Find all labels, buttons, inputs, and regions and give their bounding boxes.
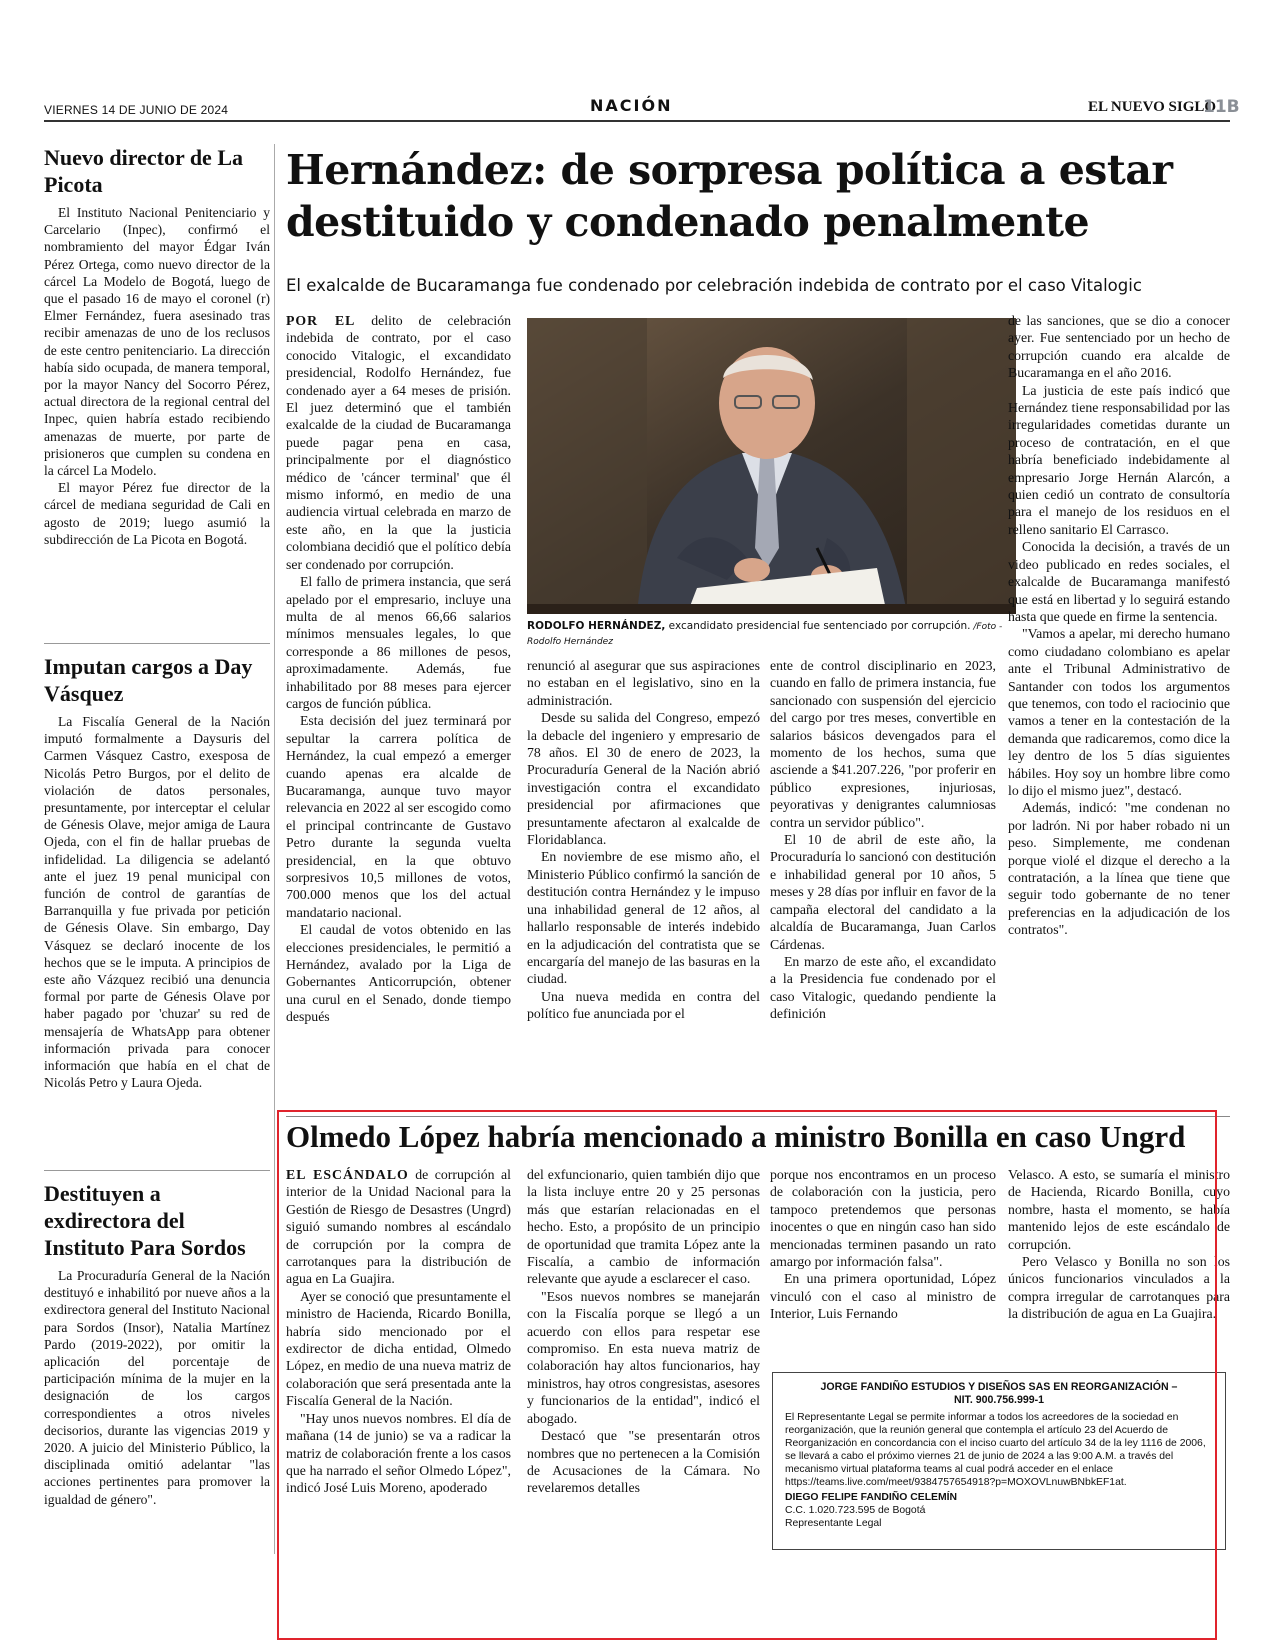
article-paragraph: "Esos nuevos nombres se manejarán con la Fiscalía porque se llegó a un acuerdo con ellos para respetar ese compromiso. En esta nueva matriz de colaboración hay altos funcionarios, hay ministros, hay otros congresistas, asesores y funcionarios de la entidad", indicó el abogado. <box>527 1288 760 1426</box>
article-paragraph: del exfuncionario, quien también dijo que la lista incluye entre 20 y 25 personas más que estarían relacionadas en el hecho. Esto, a propósito de un principio de oportunidad que tramita López ante la Fiscalía, a cambio de información relevante que ayude a esclarecer el caso. <box>527 1167 760 1287</box>
article-column-4 <box>1008 312 1230 939</box>
highlight-box <box>277 1110 1217 1640</box>
notice-signer: DIEGO FELIPE FANDIÑO CELEMÍN <box>785 1492 958 1503</box>
article-photo <box>527 318 1016 614</box>
second-headline-text: Olmedo López habría mencionado a ministro Bonilla en caso Ungrd <box>286 1119 1186 1154</box>
article-paragraph: Además, indicó: "me condenan no por ladrón. Ni por haber robado ni un peso. Simplemente, me condenan porque violé el dizque el derecho a la contratación, a la línea que tiene que seguir todo gobernante de no tener preferencias en la adjudicación de los contratos". <box>1008 800 1230 938</box>
lead-word: POR EL <box>286 313 356 328</box>
notice-id: C.C. 1.020.723.595 de Bogotá <box>785 1505 926 1516</box>
brief-paragraph: La Fiscalía General de la Nación imputó formalmente a Daysuris del Carmen Vásquez Castro, exesposa de Nicolás Petro Burgos, por el delito de violación de datos personales, presuntamente, por interceptar el celular de Génesis Olave, mejor amiga de Laura Ojeda, con el fin de hallar pruebas de infidelidad. La diligencia se adelantó ante el juez 19 penal municipal con función de control de garantías de Barranquilla y fue privada por petición de Génesis Olave. Sin embargo, Day Vásquez se declaró inocente de los hechos que se le imputa. A principios de este año Vázquez recibió una denuncia formal por parte de Génesis Olave por haber pagado por 'chuzar' su red de mensajería de WhatsApp para obtener información privada para conocer información que había en el chat de Nicolás Petro y Laura Ojeda. <box>44 714 270 1091</box>
sidebar-divider <box>44 1170 270 1171</box>
column-divider <box>274 144 275 1554</box>
article-paragraph: En una primera oportunidad, López vinculó con el caso al ministro de Interior, Luis Fernando <box>770 1271 996 1322</box>
page-number: 11B <box>1203 97 1240 117</box>
article-paragraph: Conocida la decisión, a través de un video publicado en redes sociales, el exalcalde de Bucaramanga manifestó que está en libertad y lo seguirá estando hasta que quede en firme la sentencia. <box>1008 539 1230 624</box>
article-paragraph: ente de control disciplinario en 2023, cuando en fallo de primera instancia, fue sancionado con suspensión del ejercicio del cargo por tres meses, convertible en salarios básicos devengados para el momento de los hechos, suma que asciende a $41.207.226, "por proferir en público expresiones, injuriosas, peyorativas y denigrantes calumniosas contra un servidor público". <box>770 658 996 830</box>
brief-title: Nuevo director de La Picota <box>44 145 243 197</box>
sidebar-divider <box>44 643 270 644</box>
photo-illustration <box>527 318 1016 614</box>
brief-paragraph: El Instituto Nacional Penitenciario y Carcelario (Inpec), confirmó el nombramiento del mayor Édgar Iván Pérez Ortega, como nuevo director de la cárcel La Modelo de Bogotá, luego de que el pasado 16 de mayo el coronel (r) Elmer Fernández, fuera asesinado tras recibir amenazas de uno de los reclusos de este centro penitenciario. La dirección había sido ocupada, de manera temporal, por la mayor Nancy del Socorro Pérez, actual directora de la regional central del Inpec, quien habría estado recibiendo amenazas de muerte, por parte de prisioneros que cumplen su condena en la cárcel La Modelo. <box>44 205 270 479</box>
article-paragraph: En noviembre de ese mismo año, el Ministerio Público confirmó la sanción de destitución contra Hernández y le impuso una inhabilidad general de 12 años, al hallarlo responsable de interés indebido en la adjudicación del contratista que se encargaría del manejo de las basuras en la ciudad. <box>527 849 760 987</box>
newspaper-brand: EL NUEVO SIGLO <box>1088 99 1217 115</box>
section-name: NACIÓN <box>590 96 673 115</box>
article-paragraph: Velasco. A esto, se sumaría el ministro de Hacienda, Ricardo Bonilla, cuyo nombre, hasta el momento, se había mantenido lejos de este escándalo de corrupción. <box>1008 1167 1230 1252</box>
main-subheadline: El exalcalde de Bucaramanga fue condenado por celebración indebida de contrato por el caso Vitalogic <box>286 276 1142 295</box>
article-paragraph: El 10 de abril de este año, la Procuraduría lo sancionó con destitución e inhabilidad general por 10 años, 5 meses y 28 días por influir en favor de la campaña electoral del candidato a la alcaldía de Bucaramanga, Juan Carlos Cárdenas. <box>770 832 996 952</box>
caption-credit: /Foto - Rodolfo Hernández <box>527 622 1003 647</box>
article-paragraph: de corrupción al interior de la Unidad Nacional para la Gestión de Riesgo de Desastres (Ungrd) siguió sumando nombres al escándalo de corrupción por la compra de carrotanques para la distribución de agua en La Guajira. <box>286 1167 511 1287</box>
article-paragraph: El caudal de votos obtenido en las elecciones presidenciales, le permitió a Hernández, avalado por la Liga de Gobernantes Anticorrupción, obtener una curul en el Senado, donde tiempo después <box>286 922 511 1025</box>
sidebar-brief-1 <box>44 144 270 548</box>
main-headline <box>286 144 1230 248</box>
brief-paragraph: La Procuraduría General de la Nación destituyó e inhabilitó por nueve años a la exdirectora general del Instituto Nacional para Sordos (Insor), Natalia Martínez Pardo (2019-2022), por omitir la aplicación del porcentaje de participación mínima de la mujer en la designación de los cargos correspondientes a otros niveles decisorios, durante las vigencias 2019 y 2020. A juicio del Ministerio Público, la disciplinada omitió adelantar "las acciones pertinentes para promover la igualdad de género". <box>44 1268 270 1507</box>
article-paragraph: Destacó que "se presentarán otros nombres que no pertenecen a la Comisión de Acusaciones de la Cámara. No revelaremos detalles <box>527 1428 760 1496</box>
photo-caption <box>527 619 1016 649</box>
article-paragraph: "Hay unos nuevos nombres. El día de mañana (14 de junio) se va a radicar la matriz de colaboración frente a los casos que ha narrado el señor Olmedo López", indicó José Luis Moreno, apoderado <box>286 1410 511 1496</box>
article-paragraph: "Vamos a apelar, mi derecho humano como ciudadano colombiano es apelar ante el Tribunal Administrativo de Santander con todos los argumentos que tenemos, con todo el raciocinio que vamos a tener en la contestación de la demanda que radicaremos, como dice la ley dentro de los 5 días siguientes hábiles. Hoy soy un hombre libre como lo dijo el mismo juez", destacó. <box>1008 626 1230 798</box>
brief-title: Destituyen a exdirectora del Instituto Para Sordos <box>44 1181 246 1260</box>
headline-line-2: destituido y condenado penalmente <box>286 198 1090 246</box>
caption-name: RODOLFO HERNÁNDEZ, <box>527 620 666 632</box>
notice-title: JORGE FANDIÑO ESTUDIOS Y DISEÑOS SAS EN REORGANIZACIÓN – <box>820 1381 1178 1393</box>
article-paragraph: El fallo de primera instancia, que será apelado por el empresario, incluye una multa de al menos 66,66 salarios mínimos mensuales legales, lo que corresponde a 86 millones de pesos, aproximadamente. Además, fue inhabilitado por 88 meses para ejercer cargos de función pública. <box>286 574 511 711</box>
caption-text: excandidato presidencial fue sentenciado por corrupción. <box>665 620 971 632</box>
article-paragraph: La justicia de este país indicó que Hernández tiene responsabilidad por las irregularidades cometidas durante un proceso de contratación, en el que habría beneficiado indebidamente al empresario Jorge Hernán Alarcón, a quien cedió un contrato de consultoría para el manejo de los residuos en el relleno sanitario El Carrasco. <box>1008 382 1230 537</box>
sidebar-brief-3 <box>44 1180 270 1508</box>
notice-nit: NIT. 900.756.999-1 <box>953 1394 1045 1406</box>
article-column-2 <box>527 657 760 1023</box>
article-paragraph: Esta decisión del juez terminará por sepultar la carrera política de Hernández, la cual empezó a emerger cuando apenas era alcalde de Bucaramanga, aunque tuvo mayor relevancia en 2022 al ser escogido como el principal contrincante de Gustavo Petro durante la segunda vuelta presidencial, en la que obtuvo sorpresivos 10,5 millones de votos, 700.000 menos que los del actual mandatario nacional. <box>286 713 511 920</box>
lead-word: EL ESCÁNDALO <box>286 1167 409 1182</box>
notice-body: El Representante Legal se permite informar a todos los acreedores de la sociedad en reorganización, que la reunión general que contempla el artículo 23 del Acuerdo de Reorganización en concordancia con el inciso cuarto del artículo 34 de la ley 1116 de 2006, se llevará a cabo el próximo viernes 21 de junio de 2024 a las 9:00 A.M. a través del mecanismo virtual plataforma teams al cual podrá acceder en el enlace https://teams.live.com/meet/9384757654918?p=MOXOVLnuwBNbkEF1at. <box>785 1412 1206 1488</box>
brief-paragraph: El mayor Pérez fue director de la cárcel de mediana seguridad de Cali en agosto de 2019; luego asumió la subdirección de La Picota en Bogotá. <box>44 480 270 547</box>
notice-role: Representante Legal <box>785 1518 882 1529</box>
article-paragraph: porque nos encontramos en un proceso de colaboración con la justicia, pero tampoco pretendemos que personas inocentes o que en ningún caso han sido mencionadas terminen pasando un rato amargo por información falsa". <box>770 1167 996 1270</box>
issue-date: VIERNES 14 DE JUNIO DE 2024 <box>44 103 229 117</box>
article-paragraph: En marzo de este año, el excandidato a la Presidencia fue condenado por el caso Vitalogic, quedando pendiente la definición <box>770 953 996 1022</box>
article-paragraph: renunció al asegurar que sus aspiraciones no estaban en el legislativo, sino en la administración. <box>527 658 760 708</box>
article-paragraph: Pero Velasco y Bonilla no son los únicos funcionarios vinculados a la compra irregular de carrotanques para la distribución de agua en La Guajira. <box>1008 1254 1230 1322</box>
article-paragraph: Ayer se conoció que presuntamente el ministro de Hacienda, Ricardo Bonilla, habría sido mencionado por el exdirector de dicha entidad, Olmedo López, en medio de una nueva matriz de colaboración que será presentada ante la Fiscalía General de la Nación. <box>286 1288 511 1409</box>
brief-title: Imputan cargos a Day Vásquez <box>44 654 253 706</box>
sidebar-brief-2 <box>44 653 270 1091</box>
article-paragraph: delito de celebración indebida de contrato, por el caso conocido Vitalogic, el excandidato presidencial, Rodolfo Hernández, fue condenado ayer a 64 meses de prisión. El juez determinó que el también exalcalde de la ciudad de Bucaramanga puede pagar pena en casa, principalmente por el diagnóstico médico de 'cáncer terminal' que él mismo informó, en medio de una audiencia virtual celebrada en marzo de este año, en la que la justicia colombiana decidió que el político debía ser condenado por corrupción. <box>286 313 511 572</box>
article-paragraph: Una nueva medida en contra del político fue anunciada por el <box>527 988 760 1022</box>
article-paragraph: Desde su salida del Congreso, empezó la debacle del ingeniero y empresario de 78 años. El 30 de enero de 2023, la Procuraduría General de la Nación abrió investigación contra el excandidato presidencial por afirmaciones que presuntamente afectaron al exalcalde de Floridablanca. <box>527 710 760 848</box>
article-paragraph: de las sanciones, que se dio a conocer ayer. Fue sentenciado por un hecho de corrupción cuando era alcalde de Bucaramanga en el año 2016. <box>1008 313 1230 381</box>
header-rule <box>44 120 1230 122</box>
article-column-1 <box>286 312 511 1026</box>
headline-line-1: Hernández: de sorpresa política a estar <box>286 146 1173 194</box>
article-column-3 <box>770 657 996 1023</box>
